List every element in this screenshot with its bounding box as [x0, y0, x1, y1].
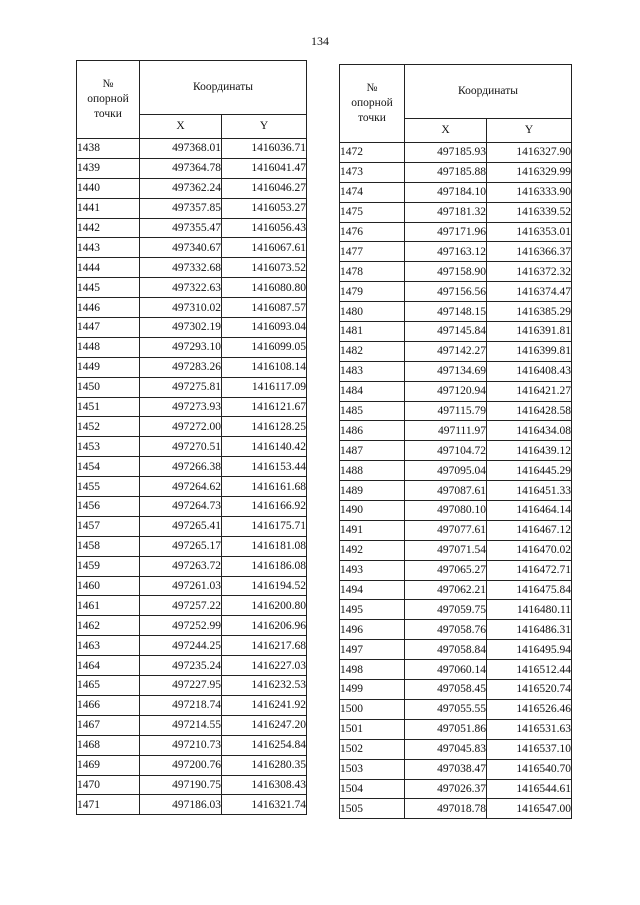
- point-number-cell: 1473: [340, 162, 405, 182]
- x-coordinate-cell: 497018.78: [405, 799, 487, 819]
- x-coordinate-cell: 497185.88: [405, 162, 487, 182]
- table-row: [77, 536, 307, 556]
- x-column-header: X: [140, 115, 222, 139]
- x-coordinate-cell: 497184.10: [405, 182, 487, 202]
- y-coordinate-cell: 1416408.43: [487, 361, 572, 381]
- table-row: [340, 381, 572, 401]
- x-coordinate-cell: 497038.47: [405, 759, 487, 779]
- y-coordinate-cell: 1416531.63: [487, 719, 572, 739]
- table-row: [340, 262, 572, 282]
- table-row: [77, 556, 307, 576]
- table-row: [340, 739, 572, 759]
- point-number-cell: 1496: [340, 620, 405, 640]
- table-row: [77, 238, 307, 258]
- table-row: [340, 481, 572, 501]
- x-coordinate-cell: 497265.41: [140, 516, 222, 536]
- point-number-cell: 1487: [340, 441, 405, 461]
- y-coordinate-cell: 1416099.05: [222, 337, 307, 357]
- point-number-cell: 1443: [77, 238, 140, 258]
- y-coordinate-cell: 1416161.68: [222, 477, 307, 497]
- point-number-cell: 1438: [77, 139, 140, 159]
- point-number-cell: 1483: [340, 361, 405, 381]
- y-coordinate-cell: 1416372.32: [487, 262, 572, 282]
- table-row: [77, 497, 307, 517]
- table-row: [77, 656, 307, 676]
- y-coordinate-cell: 1416247.20: [222, 715, 307, 735]
- y-coordinate-cell: 1416421.27: [487, 381, 572, 401]
- point-number-cell: 1450: [77, 377, 140, 397]
- x-coordinate-cell: 497235.24: [140, 656, 222, 676]
- y-coordinate-cell: 1416036.71: [222, 139, 307, 159]
- table-row: [77, 516, 307, 536]
- table-row: [340, 719, 572, 739]
- point-number-cell: 1462: [77, 616, 140, 636]
- table-row: [340, 580, 572, 600]
- x-coordinate-cell: 497283.26: [140, 357, 222, 377]
- x-coordinate-cell: 497218.74: [140, 695, 222, 715]
- table-row: [77, 357, 307, 377]
- y-coordinate-cell: 1416445.29: [487, 461, 572, 481]
- y-coordinate-cell: 1416385.29: [487, 302, 572, 322]
- x-coordinate-cell: 497115.79: [405, 401, 487, 421]
- x-coordinate-cell: 497273.93: [140, 397, 222, 417]
- y-coordinate-cell: 1416486.31: [487, 620, 572, 640]
- point-number-cell: 1476: [340, 222, 405, 242]
- x-coordinate-cell: 497058.84: [405, 640, 487, 660]
- point-number-cell: 1498: [340, 660, 405, 680]
- table-row: [77, 258, 307, 278]
- point-number-cell: 1442: [77, 218, 140, 238]
- y-coordinate-cell: 1416439.12: [487, 441, 572, 461]
- table-row: [77, 337, 307, 357]
- table-row: [77, 596, 307, 616]
- point-number-cell: 1497: [340, 640, 405, 660]
- table-row: [340, 660, 572, 680]
- table-row: [77, 775, 307, 795]
- y-coordinate-cell: 1416428.58: [487, 401, 572, 421]
- y-coordinate-cell: 1416339.52: [487, 202, 572, 222]
- x-coordinate-cell: 497275.81: [140, 377, 222, 397]
- table-row: [77, 377, 307, 397]
- y-coordinate-cell: 1416128.25: [222, 417, 307, 437]
- x-coordinate-cell: 497163.12: [405, 242, 487, 262]
- table-row: [77, 397, 307, 417]
- page-number: 134: [311, 34, 329, 48]
- table-row: [340, 540, 572, 560]
- table-row: [340, 182, 572, 202]
- x-coordinate-cell: 497257.22: [140, 596, 222, 616]
- y-coordinate-cell: 1416475.84: [487, 580, 572, 600]
- table-row: [77, 676, 307, 696]
- x-coordinate-cell: 497120.94: [405, 381, 487, 401]
- table-row: [77, 735, 307, 755]
- x-coordinate-cell: 497362.24: [140, 178, 222, 198]
- y-coordinate-cell: 1416472.71: [487, 560, 572, 580]
- point-number-cell: 1479: [340, 282, 405, 302]
- point-number-header-line: опорной: [87, 93, 129, 105]
- y-coordinate-cell: 1416520.74: [487, 680, 572, 700]
- y-coordinate-cell: 1416166.92: [222, 497, 307, 517]
- table-row: [77, 477, 307, 497]
- table-row: [340, 302, 572, 322]
- table-row: [340, 282, 572, 302]
- table-row: [340, 441, 572, 461]
- point-number-cell: 1452: [77, 417, 140, 437]
- point-number-cell: 1444: [77, 258, 140, 278]
- point-number-cell: 1468: [77, 735, 140, 755]
- point-number-cell: 1475: [340, 202, 405, 222]
- table-row: [77, 715, 307, 735]
- point-number-header-line: №: [102, 78, 114, 90]
- x-coordinate-cell: 497142.27: [405, 341, 487, 361]
- point-number-cell: 1499: [340, 680, 405, 700]
- x-coordinate-cell: 497077.61: [405, 520, 487, 540]
- y-coordinate-cell: 1416093.04: [222, 318, 307, 338]
- y-coordinate-cell: 1416046.27: [222, 178, 307, 198]
- table-row: [340, 600, 572, 620]
- x-coordinate-cell: 497261.03: [140, 576, 222, 596]
- y-coordinate-cell: 1416470.02: [487, 540, 572, 560]
- table-row: [340, 322, 572, 342]
- y-coordinate-cell: 1416329.99: [487, 162, 572, 182]
- y-coordinate-cell: 1416464.14: [487, 501, 572, 521]
- x-coordinate-cell: 497062.21: [405, 580, 487, 600]
- x-coordinate-cell: 497145.84: [405, 322, 487, 342]
- table-row: [340, 501, 572, 521]
- point-number-cell: 1451: [77, 397, 140, 417]
- x-coordinate-cell: 497060.14: [405, 660, 487, 680]
- table-row: [77, 298, 307, 318]
- point-number-cell: 1460: [77, 576, 140, 596]
- y-coordinate-cell: 1416544.61: [487, 779, 572, 799]
- x-coordinate-cell: 497104.72: [405, 441, 487, 461]
- x-coordinate-cell: 497148.15: [405, 302, 487, 322]
- y-coordinate-cell: 1416080.80: [222, 278, 307, 298]
- y-coordinate-cell: 1416374.47: [487, 282, 572, 302]
- point-number-cell: 1446: [77, 298, 140, 318]
- point-number-cell: 1482: [340, 341, 405, 361]
- table-row: [77, 218, 307, 238]
- coordinates-header: Координаты: [405, 65, 572, 119]
- point-number-cell: 1440: [77, 178, 140, 198]
- table-row: [340, 520, 572, 540]
- table-row: [340, 560, 572, 580]
- table-row: [340, 401, 572, 421]
- x-coordinate-cell: 497181.32: [405, 202, 487, 222]
- x-coordinate-cell: 497210.73: [140, 735, 222, 755]
- point-number-cell: 1477: [340, 242, 405, 262]
- table-row: [340, 640, 572, 660]
- point-number-cell: 1441: [77, 198, 140, 218]
- y-coordinate-cell: 1416217.68: [222, 636, 307, 656]
- y-coordinate-cell: 1416041.47: [222, 158, 307, 178]
- point-number-cell: 1492: [340, 540, 405, 560]
- y-coordinate-cell: 1416399.81: [487, 341, 572, 361]
- y-coordinate-cell: 1416451.33: [487, 481, 572, 501]
- point-number-header-line: №: [366, 82, 378, 94]
- y-coordinate-cell: 1416153.44: [222, 457, 307, 477]
- point-number-cell: 1484: [340, 381, 405, 401]
- point-number-cell: 1480: [340, 302, 405, 322]
- y-coordinate-cell: 1416366.37: [487, 242, 572, 262]
- x-coordinate-cell: 497095.04: [405, 461, 487, 481]
- y-coordinate-cell: 1416321.74: [222, 795, 307, 815]
- x-coordinate-cell: 497227.95: [140, 676, 222, 696]
- x-column-header: X: [405, 119, 487, 143]
- x-coordinate-cell: 497111.97: [405, 421, 487, 441]
- x-coordinate-cell: 497302.19: [140, 318, 222, 338]
- point-number-cell: 1454: [77, 457, 140, 477]
- coordinates-table-left: [76, 60, 307, 815]
- x-coordinate-cell: 497270.51: [140, 437, 222, 457]
- x-coordinate-cell: 497265.17: [140, 536, 222, 556]
- y-coordinate-cell: 1416140.42: [222, 437, 307, 457]
- table-row: [77, 417, 307, 437]
- table-row: [77, 616, 307, 636]
- x-coordinate-cell: 497065.27: [405, 560, 487, 580]
- point-number-cell: 1489: [340, 481, 405, 501]
- x-coordinate-cell: 497087.61: [405, 481, 487, 501]
- y-coordinate-cell: 1416480.11: [487, 600, 572, 620]
- table-row: [77, 437, 307, 457]
- y-coordinate-cell: 1416391.81: [487, 322, 572, 342]
- point-number-cell: 1461: [77, 596, 140, 616]
- y-coordinate-cell: 1416512.44: [487, 660, 572, 680]
- y-coordinate-cell: 1416327.90: [487, 143, 572, 163]
- x-coordinate-cell: 497214.55: [140, 715, 222, 735]
- y-coordinate-cell: 1416200.80: [222, 596, 307, 616]
- point-number-cell: 1504: [340, 779, 405, 799]
- point-number-cell: 1488: [340, 461, 405, 481]
- point-number-header: [340, 65, 405, 143]
- point-number-header-line: точки: [94, 108, 122, 120]
- y-coordinate-cell: 1416526.46: [487, 699, 572, 719]
- table-row: [340, 799, 572, 819]
- y-coordinate-cell: 1416067.61: [222, 238, 307, 258]
- table-row: [340, 759, 572, 779]
- point-number-cell: 1445: [77, 278, 140, 298]
- x-coordinate-cell: 497244.25: [140, 636, 222, 656]
- x-coordinate-cell: 497293.10: [140, 337, 222, 357]
- point-number-header-line: опорной: [351, 97, 393, 109]
- x-coordinate-cell: 497357.85: [140, 198, 222, 218]
- y-column-header: Y: [487, 119, 572, 143]
- x-coordinate-cell: 497058.45: [405, 680, 487, 700]
- y-coordinate-cell: 1416175.71: [222, 516, 307, 536]
- table-row: [340, 162, 572, 182]
- y-coordinate-cell: 1416434.08: [487, 421, 572, 441]
- x-coordinate-cell: 497263.72: [140, 556, 222, 576]
- x-coordinate-cell: 497272.00: [140, 417, 222, 437]
- y-coordinate-cell: 1416547.00: [487, 799, 572, 819]
- x-coordinate-cell: 497200.76: [140, 755, 222, 775]
- coordinates-table-right: [339, 64, 572, 819]
- y-column-header: Y: [222, 115, 307, 139]
- table-row: [77, 318, 307, 338]
- point-number-cell: 1439: [77, 158, 140, 178]
- x-coordinate-cell: 497158.90: [405, 262, 487, 282]
- point-number-cell: 1455: [77, 477, 140, 497]
- y-coordinate-cell: 1416053.27: [222, 198, 307, 218]
- y-coordinate-cell: 1416232.53: [222, 676, 307, 696]
- x-coordinate-cell: 497080.10: [405, 501, 487, 521]
- coordinates-header: Координаты: [140, 61, 307, 115]
- point-number-cell: 1457: [77, 516, 140, 536]
- point-number-cell: 1501: [340, 719, 405, 739]
- point-number-header: [77, 61, 140, 139]
- table-row: [340, 361, 572, 381]
- point-number-cell: 1467: [77, 715, 140, 735]
- table-row: [77, 178, 307, 198]
- y-coordinate-cell: 1416254.84: [222, 735, 307, 755]
- point-number-cell: 1449: [77, 357, 140, 377]
- y-coordinate-cell: 1416537.10: [487, 739, 572, 759]
- point-number-cell: 1466: [77, 695, 140, 715]
- table-row: [340, 680, 572, 700]
- y-coordinate-cell: 1416108.14: [222, 357, 307, 377]
- point-number-cell: 1464: [77, 656, 140, 676]
- y-coordinate-cell: 1416333.90: [487, 182, 572, 202]
- x-coordinate-cell: 497264.73: [140, 497, 222, 517]
- y-coordinate-cell: 1416280.35: [222, 755, 307, 775]
- x-coordinate-cell: 497171.96: [405, 222, 487, 242]
- table-row: [77, 755, 307, 775]
- y-coordinate-cell: 1416467.12: [487, 520, 572, 540]
- point-number-cell: 1495: [340, 600, 405, 620]
- x-coordinate-cell: 497364.78: [140, 158, 222, 178]
- point-number-cell: 1490: [340, 501, 405, 521]
- point-number-header-line: точки: [358, 112, 386, 124]
- x-coordinate-cell: 497368.01: [140, 139, 222, 159]
- table-row: [77, 278, 307, 298]
- x-coordinate-cell: 497156.56: [405, 282, 487, 302]
- x-coordinate-cell: 497051.86: [405, 719, 487, 739]
- table-row: [340, 143, 572, 163]
- y-coordinate-cell: 1416540.70: [487, 759, 572, 779]
- x-coordinate-cell: 497059.75: [405, 600, 487, 620]
- y-coordinate-cell: 1416186.08: [222, 556, 307, 576]
- point-number-cell: 1474: [340, 182, 405, 202]
- point-number-cell: 1472: [340, 143, 405, 163]
- point-number-cell: 1502: [340, 739, 405, 759]
- table-row: [77, 139, 307, 159]
- point-number-cell: 1481: [340, 322, 405, 342]
- y-coordinate-cell: 1416206.96: [222, 616, 307, 636]
- point-number-cell: 1494: [340, 580, 405, 600]
- y-coordinate-cell: 1416308.43: [222, 775, 307, 795]
- x-coordinate-cell: 497026.37: [405, 779, 487, 799]
- y-coordinate-cell: 1416194.52: [222, 576, 307, 596]
- x-coordinate-cell: 497322.63: [140, 278, 222, 298]
- y-coordinate-cell: 1416241.92: [222, 695, 307, 715]
- x-coordinate-cell: 497071.54: [405, 540, 487, 560]
- point-number-cell: 1453: [77, 437, 140, 457]
- table-body: [340, 143, 572, 819]
- y-coordinate-cell: 1416087.57: [222, 298, 307, 318]
- x-coordinate-cell: 497186.03: [140, 795, 222, 815]
- point-number-cell: 1470: [77, 775, 140, 795]
- table-row: [77, 198, 307, 218]
- x-coordinate-cell: 497310.02: [140, 298, 222, 318]
- point-number-cell: 1471: [77, 795, 140, 815]
- point-number-cell: 1491: [340, 520, 405, 540]
- y-coordinate-cell: 1416181.08: [222, 536, 307, 556]
- x-coordinate-cell: 497190.75: [140, 775, 222, 795]
- x-coordinate-cell: 497055.55: [405, 699, 487, 719]
- point-number-cell: 1463: [77, 636, 140, 656]
- table-row: [340, 421, 572, 441]
- table-row: [77, 795, 307, 815]
- x-coordinate-cell: 497340.67: [140, 238, 222, 258]
- y-coordinate-cell: 1416121.67: [222, 397, 307, 417]
- x-coordinate-cell: 497252.99: [140, 616, 222, 636]
- x-coordinate-cell: 497045.83: [405, 739, 487, 759]
- y-coordinate-cell: 1416117.09: [222, 377, 307, 397]
- point-number-cell: 1448: [77, 337, 140, 357]
- point-number-cell: 1459: [77, 556, 140, 576]
- table-row: [340, 341, 572, 361]
- x-coordinate-cell: 497266.38: [140, 457, 222, 477]
- point-number-cell: 1505: [340, 799, 405, 819]
- table-row: [77, 158, 307, 178]
- x-coordinate-cell: 497355.47: [140, 218, 222, 238]
- table-row: [340, 699, 572, 719]
- table-row: [340, 461, 572, 481]
- table-row: [77, 636, 307, 656]
- point-number-cell: 1456: [77, 497, 140, 517]
- table-body: [77, 139, 307, 815]
- table-row: [77, 695, 307, 715]
- table-row: [77, 457, 307, 477]
- table-row: [340, 620, 572, 640]
- x-coordinate-cell: 497185.93: [405, 143, 487, 163]
- table-row: [340, 779, 572, 799]
- point-number-cell: 1469: [77, 755, 140, 775]
- point-number-cell: 1500: [340, 699, 405, 719]
- table-row: [340, 242, 572, 262]
- y-coordinate-cell: 1416056.43: [222, 218, 307, 238]
- y-coordinate-cell: 1416353.01: [487, 222, 572, 242]
- point-number-cell: 1458: [77, 536, 140, 556]
- point-number-cell: 1493: [340, 560, 405, 580]
- y-coordinate-cell: 1416495.94: [487, 640, 572, 660]
- point-number-cell: 1486: [340, 421, 405, 441]
- x-coordinate-cell: 497134.69: [405, 361, 487, 381]
- y-coordinate-cell: 1416073.52: [222, 258, 307, 278]
- x-coordinate-cell: 497264.62: [140, 477, 222, 497]
- table-row: [340, 222, 572, 242]
- table-row: [77, 576, 307, 596]
- x-coordinate-cell: 497332.68: [140, 258, 222, 278]
- point-number-cell: 1447: [77, 318, 140, 338]
- x-coordinate-cell: 497058.76: [405, 620, 487, 640]
- point-number-cell: 1478: [340, 262, 405, 282]
- point-number-cell: 1485: [340, 401, 405, 421]
- point-number-cell: 1465: [77, 676, 140, 696]
- table-row: [340, 202, 572, 222]
- point-number-cell: 1503: [340, 759, 405, 779]
- y-coordinate-cell: 1416227.03: [222, 656, 307, 676]
